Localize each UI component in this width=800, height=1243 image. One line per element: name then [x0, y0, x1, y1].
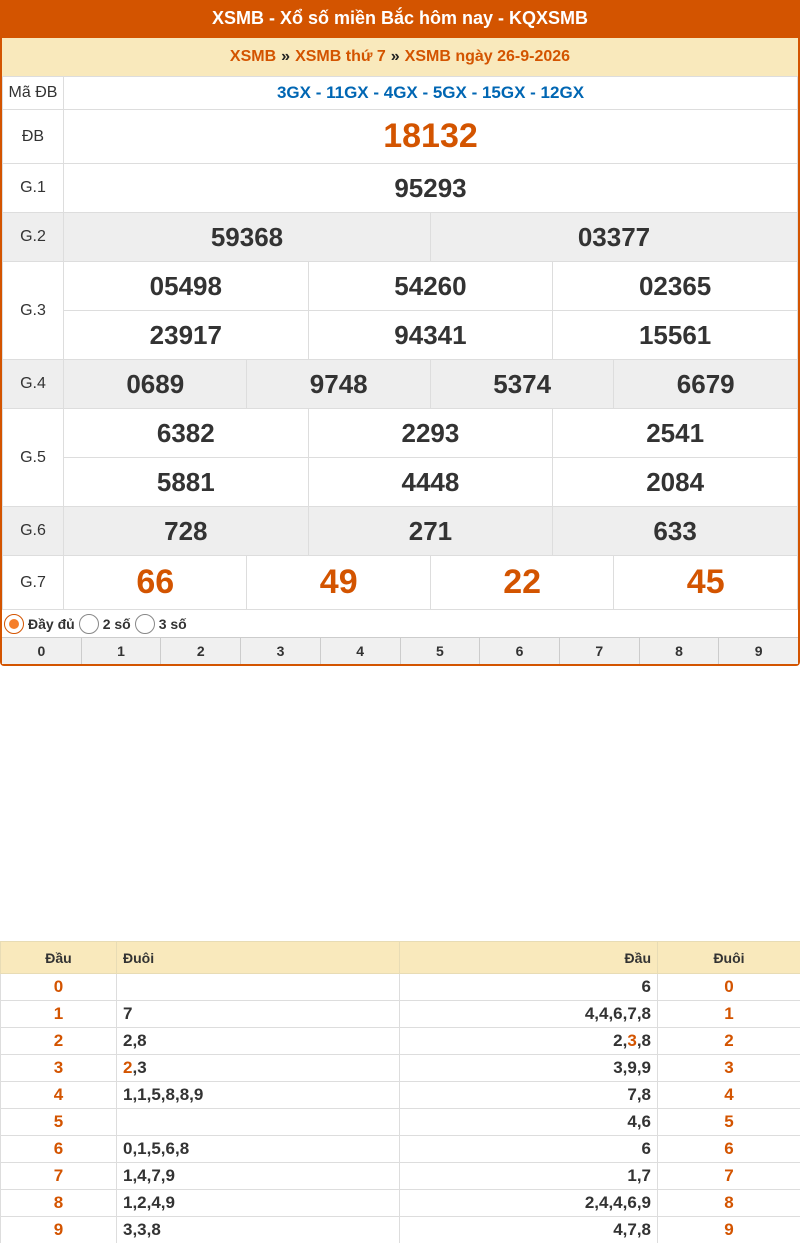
- head-digit: 6: [1, 1136, 117, 1163]
- head-list-part: ,8: [636, 1031, 651, 1050]
- head-digit: 8: [1, 1190, 117, 1217]
- col-dau: Đầu: [400, 942, 658, 974]
- g6-number: 633: [553, 507, 798, 556]
- radio-icon[interactable]: [135, 614, 155, 634]
- head-list: 6: [400, 974, 658, 1001]
- tail-digit: 0: [658, 974, 800, 1001]
- loto-table: [0, 941, 800, 1243]
- head-digit: 4: [1, 1082, 117, 1109]
- head-digit: 5: [1, 1109, 117, 1136]
- digit-button[interactable]: 2: [161, 638, 241, 664]
- head-list: 1,7: [400, 1163, 658, 1190]
- breadcrumb-xsmb-date[interactable]: XSMB ngày 26-9-2026: [404, 48, 571, 65]
- loto-row: [1, 1055, 800, 1082]
- g4-number: 0689: [64, 360, 247, 409]
- loto-header-row: [1, 942, 800, 974]
- tail-list: 3,3,8: [117, 1217, 400, 1243]
- loto-row: [1, 1109, 800, 1136]
- head-digit: 7: [1, 1163, 117, 1190]
- option-label: 3 số: [158, 616, 187, 632]
- prize-label: G.4: [3, 360, 64, 409]
- tail-digit: 9: [658, 1217, 800, 1243]
- tail-digit: 6: [658, 1136, 800, 1163]
- option-3-digits[interactable]: [135, 614, 187, 634]
- breadcrumb: [2, 38, 798, 76]
- g3-number: 15561: [553, 311, 798, 360]
- tail-digit: 4: [658, 1082, 800, 1109]
- col-duoi: Đuôi: [658, 942, 800, 974]
- digit-button[interactable]: 7: [560, 638, 640, 664]
- g3-number: 05498: [64, 262, 309, 311]
- row-g5b: [3, 458, 798, 507]
- g2-number: 59368: [64, 213, 431, 262]
- prize-label: G.5: [3, 409, 64, 507]
- row-g5: [3, 409, 798, 458]
- g5-number: 2084: [553, 458, 798, 507]
- head-digit: 2: [1, 1028, 117, 1055]
- row-g2: [3, 213, 798, 262]
- g5-number: 5881: [64, 458, 309, 507]
- option-label: 2 số: [102, 616, 131, 632]
- row-g3: [3, 262, 798, 311]
- digit-button[interactable]: 4: [321, 638, 401, 664]
- g3-number: 94341: [308, 311, 553, 360]
- tail-list: [117, 1055, 400, 1082]
- g2-number: 03377: [430, 213, 797, 262]
- g7-number: 49: [247, 556, 430, 610]
- g1-number: 95293: [64, 164, 798, 213]
- row-g7: [3, 556, 798, 610]
- digit-button[interactable]: 5: [401, 638, 481, 664]
- tail-list-part: ,3: [132, 1058, 147, 1077]
- g5-number: 4448: [308, 458, 553, 507]
- breadcrumb-separator: »: [281, 48, 291, 65]
- head-list: 3,9,9: [400, 1055, 658, 1082]
- tail-list: 1,1,5,8,8,9: [117, 1082, 400, 1109]
- tail-digit: 3: [658, 1055, 800, 1082]
- g7-number: 45: [614, 556, 798, 610]
- head-list: 7,8: [400, 1082, 658, 1109]
- g4-number: 6679: [614, 360, 798, 409]
- prize-label: ĐB: [3, 110, 64, 164]
- digit-button[interactable]: 6: [480, 638, 560, 664]
- row-ma-db: [3, 77, 798, 110]
- digit-button[interactable]: 9: [754, 643, 763, 659]
- loto-row: [1, 1163, 800, 1190]
- row-db: [3, 110, 798, 164]
- head-list: 6: [400, 1136, 658, 1163]
- head-list: 2,4,4,6,9: [400, 1190, 658, 1217]
- prize-label: G.2: [3, 213, 64, 262]
- radio-selected-icon[interactable]: [4, 614, 24, 634]
- col-dau: Đầu: [1, 942, 117, 974]
- g7-number: 66: [64, 556, 247, 610]
- prize-label: G.7: [3, 556, 64, 610]
- tail-list: 0,1,5,6,8: [117, 1136, 400, 1163]
- loto-row: [1, 1001, 800, 1028]
- option-2-digits[interactable]: [79, 614, 131, 634]
- tail-list: 2,8: [117, 1028, 400, 1055]
- row-g3b: [3, 311, 798, 360]
- g3-number: 54260: [308, 262, 553, 311]
- breadcrumb-xsmb-thu7[interactable]: XSMB thứ 7: [295, 48, 386, 65]
- head-list: [400, 1028, 658, 1055]
- g6-number: 271: [308, 507, 553, 556]
- row-g1: [3, 164, 798, 213]
- tail-digit: 7: [658, 1163, 800, 1190]
- head-digit: 1: [1, 1001, 117, 1028]
- loto-row: [1, 1217, 800, 1243]
- tail-list-highlight: 2: [123, 1058, 133, 1077]
- row-g4: [3, 360, 798, 409]
- option-label: Đầy đủ: [28, 616, 75, 632]
- digit-button[interactable]: 3: [241, 638, 321, 664]
- page-title: XSMB - Xổ số miền Bắc hôm nay - KQXSMB: [0, 0, 800, 38]
- head-list: 4,7,8: [400, 1217, 658, 1243]
- col-duoi: Đuôi: [117, 942, 400, 974]
- row-g6: [3, 507, 798, 556]
- breadcrumb-xsmb[interactable]: XSMB: [229, 48, 277, 65]
- tail-list: 1,4,7,9: [117, 1163, 400, 1190]
- tail-list: [117, 1109, 400, 1136]
- ma-db-label: Mã ĐB: [3, 77, 64, 110]
- prize-label: G.3: [3, 262, 64, 360]
- tail-list: 7: [117, 1001, 400, 1028]
- head-digit: 0: [1, 974, 117, 1001]
- tail-digit: 2: [658, 1028, 800, 1055]
- radio-icon[interactable]: [79, 614, 99, 634]
- head-digit: 9: [1, 1217, 117, 1243]
- g3-number: 23917: [64, 311, 309, 360]
- tail-list: 1,2,4,9: [117, 1190, 400, 1217]
- loto-row: [1, 1190, 800, 1217]
- digit-button[interactable]: 8: [640, 638, 720, 664]
- loto-row: [1, 1082, 800, 1109]
- tail-digit: 8: [658, 1190, 800, 1217]
- tail-digit: 1: [658, 1001, 800, 1028]
- g6-number: 728: [64, 507, 309, 556]
- prize-label: G.1: [3, 164, 64, 213]
- loto-row: [1, 1028, 800, 1055]
- loto-row: [1, 974, 800, 1001]
- db-number: 18132: [64, 110, 798, 164]
- results-table: [2, 76, 798, 610]
- head-list: 4,4,6,7,8: [400, 1001, 658, 1028]
- g4-number: 9748: [247, 360, 430, 409]
- head-list: 4,6: [400, 1109, 658, 1136]
- tail-list: [117, 974, 400, 1001]
- digit-filter: [2, 637, 798, 664]
- head-list-highlight: 3: [627, 1031, 637, 1050]
- head-digit: 3: [1, 1055, 117, 1082]
- g5-number: 2293: [308, 409, 553, 458]
- g4-number: 5374: [430, 360, 613, 409]
- head-list-part: 2,: [613, 1031, 628, 1050]
- g3-number: 02365: [553, 262, 798, 311]
- digit-button[interactable]: 1: [82, 638, 162, 664]
- ma-db-value: 3GX - 11GX - 4GX - 5GX - 15GX - 12GX: [64, 77, 798, 110]
- g5-number: 6382: [64, 409, 309, 458]
- g5-number: 2541: [553, 409, 798, 458]
- g7-number: 22: [430, 556, 613, 610]
- breadcrumb-separator: »: [390, 48, 400, 65]
- display-options: [4, 612, 191, 636]
- tail-digit: 5: [658, 1109, 800, 1136]
- option-full[interactable]: [4, 614, 75, 634]
- prize-label: G.6: [3, 507, 64, 556]
- loto-row: [1, 1136, 800, 1163]
- digit-button[interactable]: 0: [2, 638, 82, 664]
